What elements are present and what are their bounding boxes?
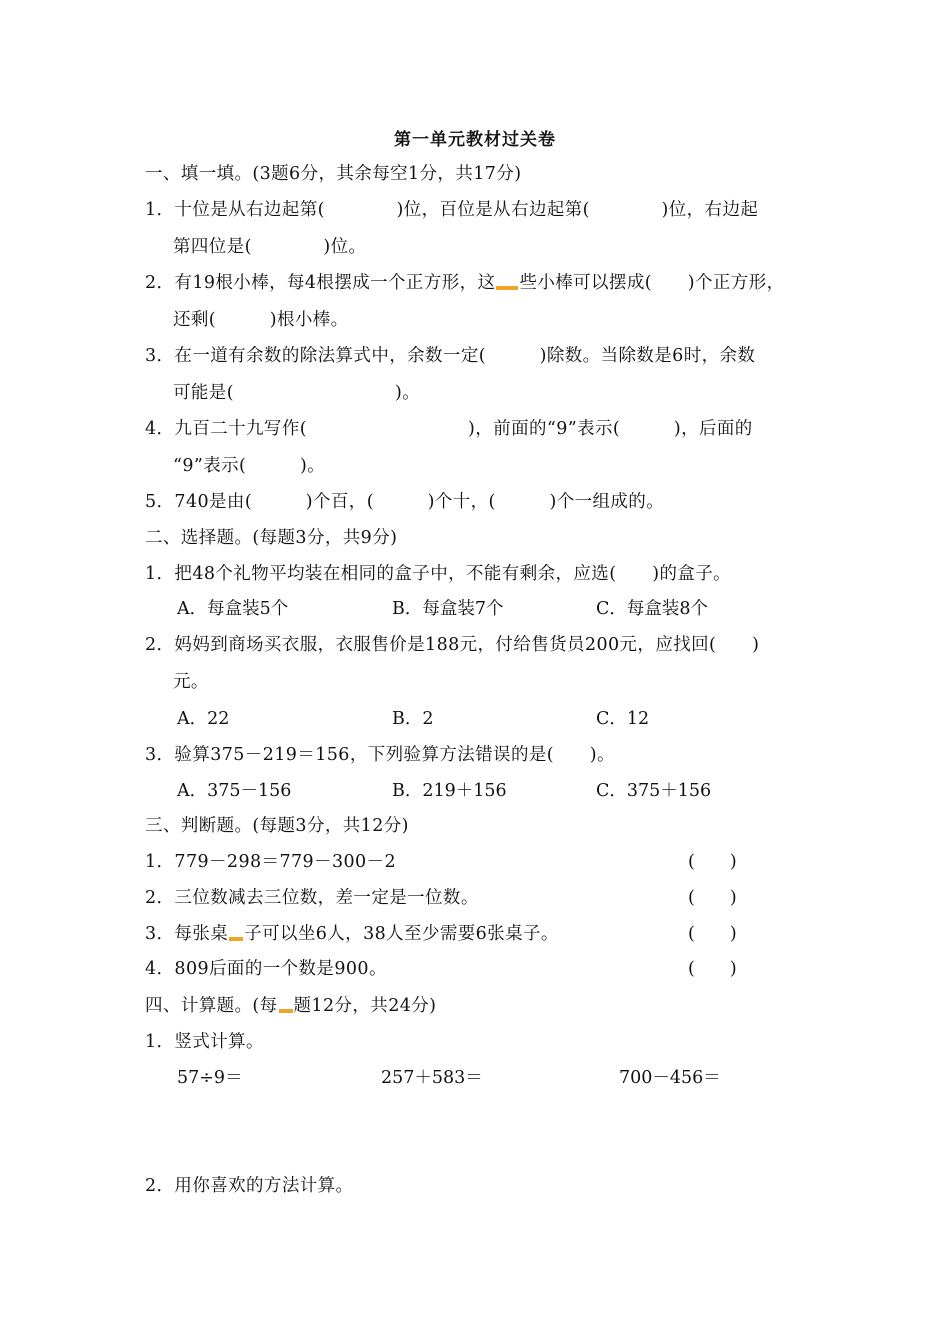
s1-q3-line2: 可能是( )。 [173, 383, 421, 403]
s3-item-4-bracket: ( ) [688, 959, 737, 979]
s2-q2-line2: 元。 [173, 672, 209, 692]
s1-q2-line1 [145, 271, 785, 295]
s3-item-2: 2．三位数减去三位数，差一定是一位数。 [145, 888, 479, 908]
s3-item-2-bracket: ( ) [688, 888, 737, 908]
section2-heading: 二、选择题。(每题3分，共9分) [145, 528, 398, 548]
s3-item-3 [145, 922, 559, 946]
s1-q5: 5．740是由( )个百，( )个十，( )个一组成的。 [145, 492, 665, 512]
s4-q1-item-2: 257＋583＝ [381, 1068, 483, 1088]
s2-q3-option-b: B．219＋156 [392, 781, 507, 801]
s4-q1-item-3: 700－456＝ [619, 1068, 721, 1088]
s3-item-3-bracket: ( ) [688, 924, 737, 944]
s2-q3-option-c: C．375＋156 [596, 781, 712, 801]
s2-q1-option-c: C．每盒装8个 [596, 599, 709, 619]
s2-q1-option-a: A．每盒装5个 [177, 599, 289, 619]
s2-q2-option-a: A．22 [177, 709, 230, 729]
s1-q1-line1: 1．十位是从右边起第( )位，百位是从右边起第( )位，右边起 [145, 200, 759, 220]
s2-q2-option-c: C．12 [596, 709, 650, 729]
s3-item-1-bracket: ( ) [688, 852, 737, 872]
section1-heading: 一、填一填。(3题6分，其余每空1分，共17分) [145, 164, 522, 184]
section4-heading-b: 题12分，共24分) [293, 996, 437, 1016]
s2-q3-option-a: A．375－156 [177, 781, 292, 801]
s1-q2-line2: 还剩( )根小棒。 [173, 310, 349, 330]
s4-q2: 2．用你喜欢的方法计算。 [145, 1176, 354, 1196]
s3-item-3-part-b: 子可以坐6人，38人至少需要6张桌子。 [244, 924, 559, 944]
s2-q1-option-b: B．每盒装7个 [392, 599, 504, 619]
s1-q2-part2: 些小棒可以摆成( )个正方形， [519, 273, 785, 293]
highlight-mark [229, 937, 243, 941]
s2-q2-option-b: B．2 [392, 709, 434, 729]
s3-item-3-part-a: 3．每张桌 [145, 924, 229, 944]
s3-item-1: 1．779－298＝779－300－2 [145, 852, 396, 872]
highlight-mark [496, 286, 518, 290]
s3-item-4: 4．809后面的一个数是900。 [145, 959, 387, 979]
s1-q4-line2: “9”表示( )。 [173, 456, 326, 476]
highlight-mark [279, 1009, 293, 1013]
s1-q1-line2: 第四位是( )位。 [173, 237, 367, 257]
s2-q1: 1．把48个礼物平均装在相同的盒子中，不能有剩余，应选( )的盒子。 [145, 564, 732, 584]
s1-q2-part1: 2．有19根小棒，每4根摆成一个正方形，这 [145, 273, 496, 293]
section4-heading-a: 四、计算题。(每 [145, 996, 278, 1016]
s1-q4-line1: 4．九百二十九写作( )，前面的“9”表示( )，后面的 [145, 419, 753, 439]
s4-q1-item-1: 57÷9＝ [177, 1068, 243, 1088]
s1-q3-line1: 3．在一道有余数的除法算式中，余数一定( )除数。当除数是6时，余数 [145, 346, 756, 366]
section4-heading [145, 994, 436, 1018]
s2-q2-line1: 2．妈妈到商场买衣服，衣服售价是188元，付给售货员200元，应找回( ) [145, 635, 760, 655]
page-title: 第一单元教材过关卷 [394, 130, 556, 150]
section3-heading: 三、判断题。(每题3分，共12分) [145, 816, 409, 836]
s4-q1: 1．竖式计算。 [145, 1032, 264, 1052]
s2-q3: 3．验算375－219＝156，下列验算方法错误的是( )。 [145, 745, 615, 765]
